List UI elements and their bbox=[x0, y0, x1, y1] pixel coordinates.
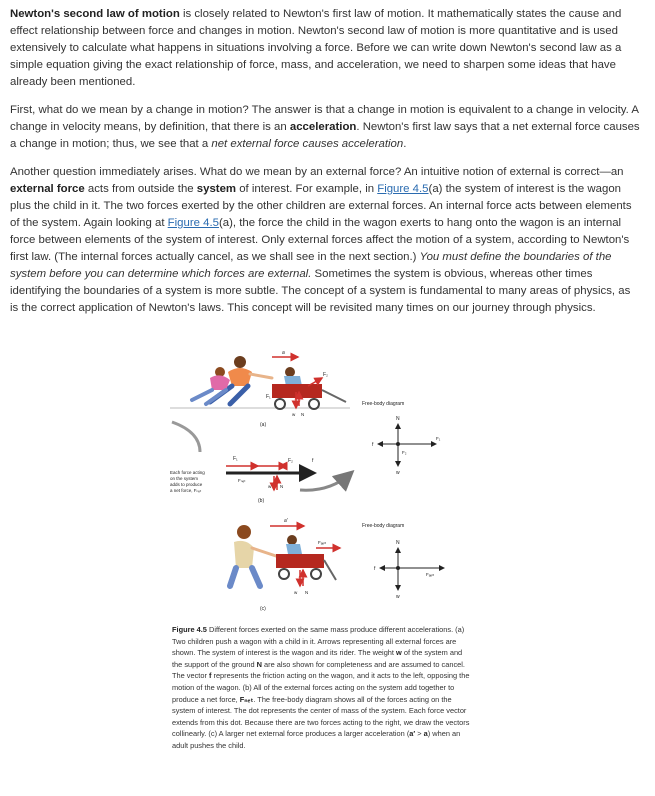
p3-italic: You must define the boundaries of the system before you can determine which forces are external. bbox=[10, 251, 612, 280]
p3-text-3: of interest. For example, in bbox=[236, 183, 378, 195]
paragraph-1 bbox=[10, 6, 640, 91]
panel-a-label: (a) bbox=[260, 422, 267, 428]
wagon-a bbox=[272, 367, 346, 409]
annotation-line-4: a net force, Fₙₑₜ bbox=[170, 488, 202, 493]
fbd1-label-F1: F₁ bbox=[436, 436, 441, 441]
caption-w: w bbox=[396, 648, 402, 658]
annotation-line-2: on the system bbox=[170, 476, 199, 481]
caption-N: N bbox=[256, 659, 262, 669]
annotation-line-3: adds to produce bbox=[170, 482, 203, 487]
fbd1-label-w: w bbox=[396, 470, 400, 476]
label-F1-b: F₁ bbox=[233, 456, 238, 462]
label-N-a: N bbox=[301, 412, 305, 417]
fbd-title-2: Free-body diagram bbox=[362, 523, 405, 529]
panel-c-label: (c) bbox=[260, 606, 266, 612]
figure-caption bbox=[172, 624, 472, 752]
p3-text-1: Another question immediately arises. What do we mean by an external force? An intuitive notion of external is correct—an bbox=[10, 166, 624, 178]
p2-italic: net external force causes acceleration bbox=[211, 138, 404, 150]
p3-text-6: Sometimes the system is obvious, whereas other times identifying the boundaries of a system is more subtle. The concept of a system is fundamental to many areas of physics, as is the correct application of Newton's laws. This concept will be revisited many times on our journey through physics. bbox=[10, 268, 631, 314]
article-body bbox=[10, 6, 640, 328]
fbd2-label-w: w bbox=[396, 594, 400, 600]
caption-Fnet: Fₙₑₜ bbox=[239, 694, 254, 704]
label-Fnet-b: Fₙₑₜ bbox=[238, 478, 246, 483]
p2-text-1: First, what do we mean by a change in motion? The answer is that a change in motion is equivalent to a change in velocity. A change in velocity means, by definition, that there is an bbox=[10, 104, 639, 133]
adult-pushing-illustration bbox=[230, 525, 276, 586]
fbd1-label-N: N bbox=[396, 416, 400, 422]
free-body-diagram-1 bbox=[362, 401, 441, 476]
caption-a: a bbox=[423, 729, 428, 739]
figure-4-5-link-1[interactable]: Figure 4.5 bbox=[377, 183, 429, 195]
label-F1-a: F₁ bbox=[266, 394, 271, 400]
term-acceleration: acceleration bbox=[289, 121, 357, 133]
label-f-b: f bbox=[312, 458, 314, 464]
label-N-c: N bbox=[305, 590, 309, 595]
wagon-c bbox=[276, 535, 336, 580]
label-aprime: a′ bbox=[284, 518, 288, 524]
figure-illustration bbox=[140, 342, 480, 624]
figure-4-5-link-2[interactable]: Figure 4.5 bbox=[167, 217, 219, 229]
paragraph-2 bbox=[10, 102, 640, 153]
panel-a-scene bbox=[170, 350, 350, 428]
label-w-c: w bbox=[294, 590, 298, 595]
annotation-line-1: Each force acting bbox=[170, 470, 205, 475]
p1-text: is closely related to Newton's first law of motion. It mathematically states the cause and effect relationship between force and changes in motion. Newton's second law of motion is more quantitative and is used extensively to calculate what happens in situations involving a force. Before we can write down Newton's second law as a simple equation giving the exact relationship of force, mass, and acceleration, we need to sharpen some ideas that have already been mentioned. bbox=[10, 8, 622, 88]
label-F2-a: F₂ bbox=[323, 372, 328, 378]
fbd2-label-Fadult: Fₐₑₗₜ bbox=[426, 572, 435, 577]
caption-text-6: ) when an adult pushes the child. bbox=[172, 729, 461, 750]
fbd1-label-F2: F₂ bbox=[402, 450, 407, 455]
paragraph-3 bbox=[10, 164, 640, 317]
caption-text-2: of the system and the support of the ground bbox=[172, 648, 463, 669]
fbd2-label-N: N bbox=[396, 540, 400, 546]
term-system: system bbox=[196, 183, 237, 195]
fbd-title-1: Free-body diagram bbox=[362, 401, 405, 407]
term-newtons-second-law: Newton's second law of motion bbox=[10, 8, 180, 20]
panel-b-vectors bbox=[170, 456, 314, 504]
label-w-a: w bbox=[292, 412, 296, 417]
caption-text-3: are also shown for completeness and are assumed to cancel. The vector bbox=[172, 659, 465, 681]
p2-text-3: . bbox=[403, 138, 407, 150]
fbd2-label-f: f bbox=[374, 566, 376, 572]
caption-figure-number: Figure 4.5 bbox=[172, 625, 207, 634]
caption-gt: > bbox=[415, 729, 424, 739]
p3-text-5: (a), the force the child in the wagon exerts to hang onto the wagon is an internal force between elements of the system of interest. Only external forces affect the motion of a system, according to Newton's first law. (The internal forces actually cancel, as we shall see in the next section.) bbox=[10, 217, 630, 263]
caption-f: f bbox=[208, 671, 212, 681]
label-N-b: N bbox=[280, 484, 284, 489]
caption-text-1: Different forces exerted on the same mass produce different accelerations. (a) Two children push a wagon with a child in it. Arrows representing all external forces are shown. The system of interest is the wagon and its rider. The weight bbox=[172, 625, 465, 658]
p2-text-2: . Newton's first law says that a net external force causes a change in motion; thus, we see that a bbox=[10, 121, 640, 150]
caption-text-4: represents the friction acting on the wagon, and it acts to the left, opposing the motion of the wagon. (b) All of the external forces acting on the system add together to produce a net force, bbox=[172, 671, 470, 704]
transition-arrow-b bbox=[300, 474, 350, 490]
caption-text-5: . The free-body diagram shows all of the forces acting on the system of interest. The dot represents the center of mass of the system. Each force vector extends from this dot. Because there are two forces acting to the right, we draw the vectors collinearly. (c) A larger net external force produces a larger acceleration ( bbox=[172, 694, 470, 739]
free-body-diagram-2 bbox=[362, 523, 444, 600]
term-external-force: external force bbox=[10, 183, 85, 195]
p3-text-4: (a) the system of interest is the wagon plus the child in it. The two forces exerted by the other children are external forces. An internal force acts between elements of the system. Again looking at bbox=[10, 183, 632, 229]
p3-text-2: acts from outside the bbox=[84, 183, 197, 195]
label-Fadult-c: Fₐₑₗₜ bbox=[318, 540, 327, 545]
caption-aprime: a′ bbox=[409, 729, 416, 739]
label-F2-b: F₂ bbox=[288, 458, 293, 464]
pushing-children-illustration bbox=[192, 356, 272, 404]
fbd1-label-f: f bbox=[372, 442, 374, 448]
panel-c-scene bbox=[230, 518, 340, 612]
label-w-b: w bbox=[268, 484, 272, 489]
panel-b-label: (b) bbox=[258, 498, 265, 504]
transition-arrow-a bbox=[172, 422, 200, 452]
label-a-motion: a bbox=[282, 350, 285, 356]
